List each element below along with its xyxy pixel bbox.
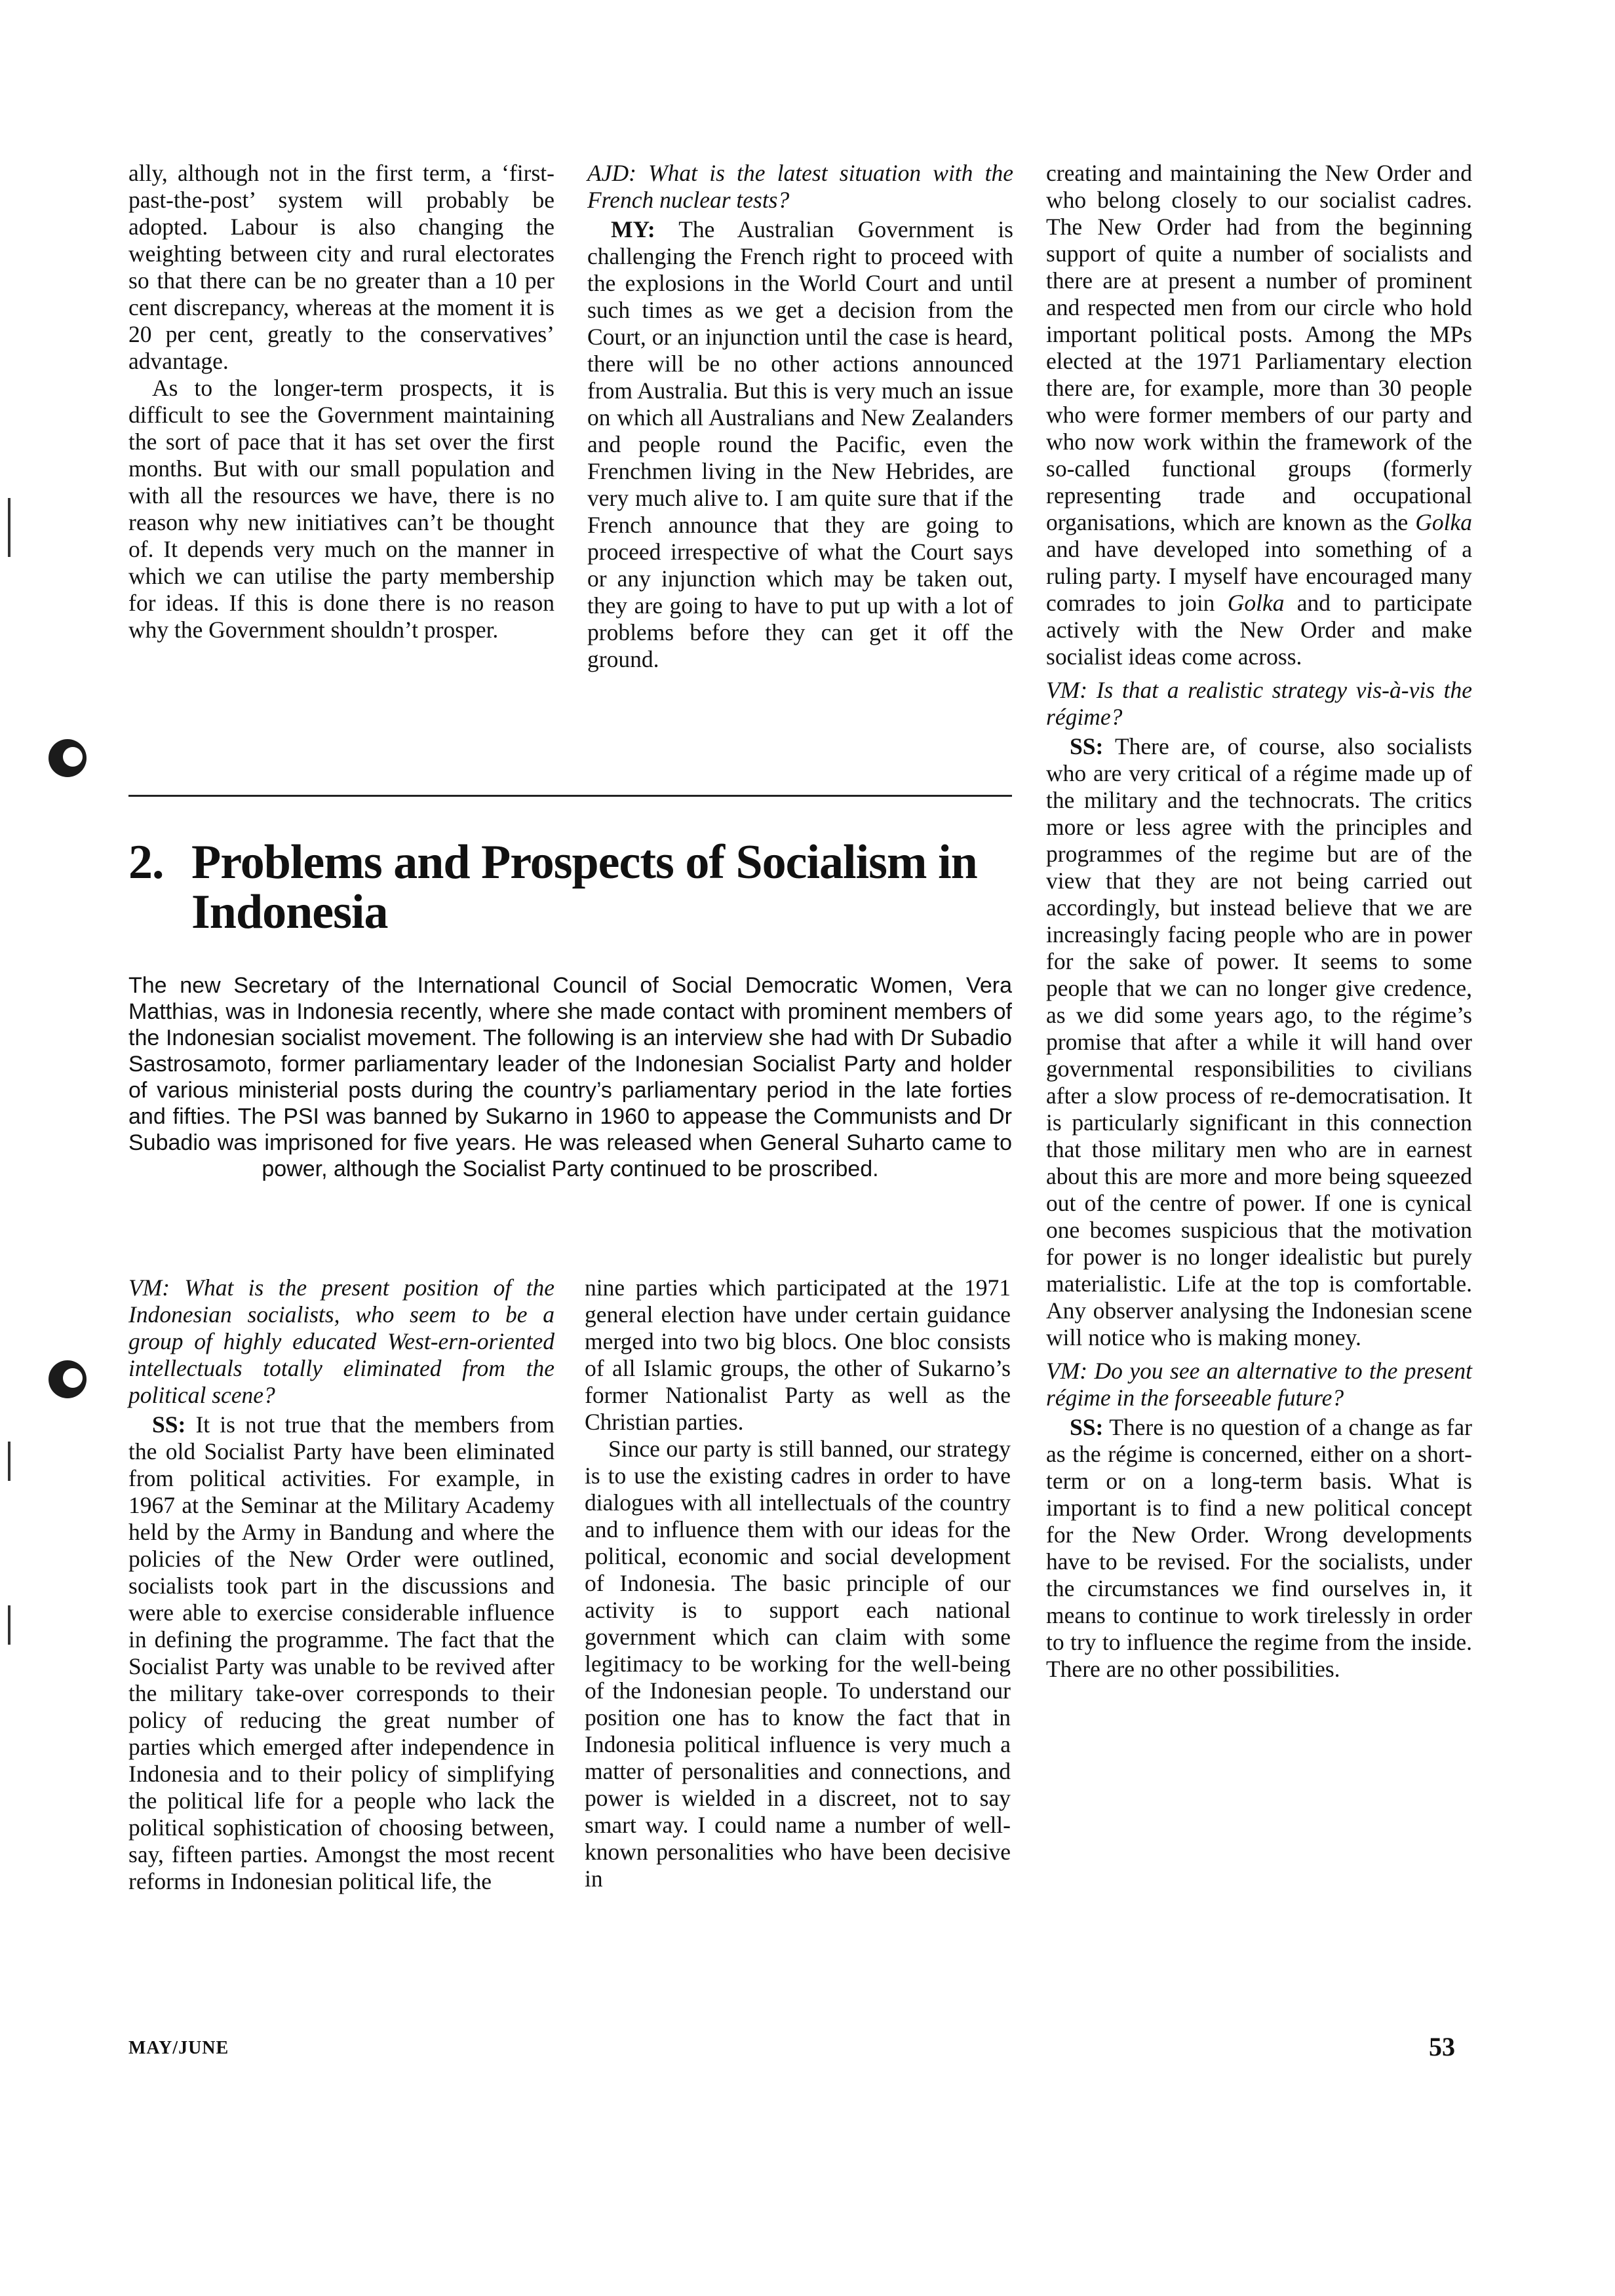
article2-column-2 <box>585 1274 1011 1892</box>
article-title-text: Problems and Prospects of Socialism in Indonesia <box>191 835 977 939</box>
binding-mark <box>8 1605 10 1645</box>
answer-text: There is no question of a change as far as the régime is concerned, either on a short-term or on a long-term basis. What is important is to find a new political concept for the New Order. Wrong developments have to be revised. For the socialists, under the circumstances we find ourselves in, it means to continue to work tirelessly in order to try to influence the regime from the inside. There are no other possibilities. <box>1046 1414 1472 1682</box>
article1-column-2 <box>587 160 1013 673</box>
golka-term: Golka <box>1415 509 1472 535</box>
speaker-label: SS: <box>1070 733 1104 759</box>
speaker-label: MY: <box>611 216 655 242</box>
article-title <box>128 837 1020 937</box>
page-number: 53 <box>1429 2032 1455 2061</box>
binding-mark <box>8 498 10 557</box>
article2-paragraph: Since our party is still banned, our strategy is to use the existing cadres in order to have dialogues with all intellectuals of the country and to influence them with our ideas for the political, economic and social development of Indonesia. The basic principle of our activity is to support each national government which can claim with some legitimacy to be working for the well-being of the Indonesian people. To understand our position one has to know the fact that in Indonesia political influence is very much a matter of personalities and connections, and power is wielded in a discreet, not to say smart way. I could name a number of well-known personalities who have been decisive in <box>585 1436 1011 1892</box>
interview-answer <box>1046 1414 1472 1683</box>
binding-mark <box>8 1442 10 1481</box>
interview-question: VM: Is that a realistic strategy vis-à-vis the régime? <box>1046 677 1472 730</box>
interview-answer <box>128 1411 555 1895</box>
interview-question: VM: What is the present position of the Indonesian socialists, who seem to be a group of highly educated West-ern-oriented intellectuals totally eliminated from the political scene? <box>128 1274 555 1408</box>
article2-column-1 <box>128 1274 555 1895</box>
interview-answer <box>1046 733 1472 1351</box>
answer-text: It is not true that the members from the old Socialist Party have been eliminated from political activities. For example, in 1967 at the Seminar at the Military Academy held by the Army in Bandung and where the policies of the New Order were outlined, socialists took part in the discussions and were able to exercise considerable influence in defining the programme. The fact that the Socialist Party was unable to be revived after the military take-over corresponds to their policy of reducing the great number of parties which emerged after independence in Indonesia and to their policy of simplifying the political life for a people who lack the political sophistication of choosing between, say, fifteen parties. Amongst the most recent reforms in Indonesian political life, the <box>128 1411 555 1894</box>
speaker-label: SS: <box>1070 1414 1104 1440</box>
article1-paragraph: ally, although not in the first term, a ‘first-past-the-post’ system will probably be adopted. Labour is also changing the weighting between city and rural electorates so that there can be no greater than a 10 per cent discrepancy, whereas at the moment it is 20 per cent, greatly to the conservatives’ advantage. <box>128 160 555 374</box>
article-intro: The new Secretary of the International Council of Social Democratic Women, Vera Matthias, was in Indonesia recently, where she made contact with prominent members of the Indonesian socialist movement. The following is an interview she had with Dr Subadio Sastrosamoto, former parliamentary leader of the Indonesian Socialist Party and holder of various ministerial posts during the country’s parliamentary period in the late forties and fifties. The PSI was banned by Sukarno in 1960 to appease the Communists and Dr Subadio was imprisoned for five years. He was released when General Suharto came to power, although the Socialist Party continued to be proscribed. <box>128 973 1012 1181</box>
article2-paragraph: nine parties which participated at the 1971 general election have under certain guidance merged into two big blocs. One bloc consists of all Islamic groups, the other of Sukarno’s former Nationalist Party as well as the Christian parties. <box>585 1274 1011 1435</box>
punch-hole <box>49 739 87 777</box>
interview-question: AJD: What is the latest situation with the French nuclear tests? <box>587 160 1013 213</box>
interview-answer <box>587 216 1013 673</box>
article2-column-3 <box>1046 160 1472 1683</box>
footer-issue-date: MAY/JUNE <box>128 2038 229 2058</box>
answer-text: There are, of course, also socialists who are very critical of a régime made up of the military and the technocrats. The critics more or less agree with the principles and programmes of the regime but are of the view that they are not being carried out accordingly, but instead believe that we are increasingly facing people who are in power for the sake of power. It seems to some people that we can no longer give credence, as we did some years ago, to the régime’s promise that after a while it will hand over governmental responsibilities to civilians after a slow process of re-democratisation. It is particularly significant in this connection that those military men who are in earnest about this are more and more being squeezed out of the centre of power. If one is cynical one becomes suspicious that the motivation for power is no longer idealistic but purely materialistic. Life at the top is comfortable. Any observer analysing the Indonesian scene will notice who is making money. <box>1046 733 1472 1350</box>
article1-column-1 <box>128 160 555 643</box>
article-number: 2. <box>128 835 164 889</box>
article1-paragraph: As to the longer-term prospects, it is difficult to see the Government maintaining the sort of pace that it has set over the first months. But with our small population and with all the resources we have, there is no reason why new initiatives can’t be thought of. It depends very much on the manner in which we can utilise the party membership for ideas. If this is done there is no reason why the Government shouldn’t prosper. <box>128 375 555 643</box>
golka-term: Golka <box>1227 590 1285 616</box>
answer-text: The Australian Government is challenging the French right to proceed with the explosions in the World Court and until such times as we get a decision from the Court, or an injunction until the case is heard, there will be no other actions announced from Australia. But this is very much an issue on which all Australians and New Zealanders and people round the Pacific, even the Frenchmen living in the New Hebrides, are very much alive to. I am quite sure that if the French announce that they are going to proceed irrespective of what the Court says or any injunction which may be taken out, they are going to have to put up with a lot of problems before they can get it off the ground. <box>587 216 1013 672</box>
punch-hole <box>49 1360 87 1398</box>
section-divider <box>128 795 1012 797</box>
speaker-label: SS: <box>152 1411 186 1438</box>
article2-paragraph: creating and maintaining the New Order and who belong closely to our socialist cadres. The New Order had from the beginning support of quite a number of socialists and there are at present a number of prominent and respected men from our circle who hold important political posts. Among the MPs elected at the 1971 Parliamentary election there are, for example, more than 30 people who were former members of our party and who now work within the framework of the so-called functional groups (formerly representing trade and occupational organisations, which are known as the Golka and have developed into something of a ruling party. I myself have encouraged many comrades to join Golka and to participate actively with the New Order and make socialist ideas come across. <box>1046 160 1473 670</box>
interview-question: VM: Do you see an alternative to the present régime in the forseeable future? <box>1046 1358 1472 1411</box>
